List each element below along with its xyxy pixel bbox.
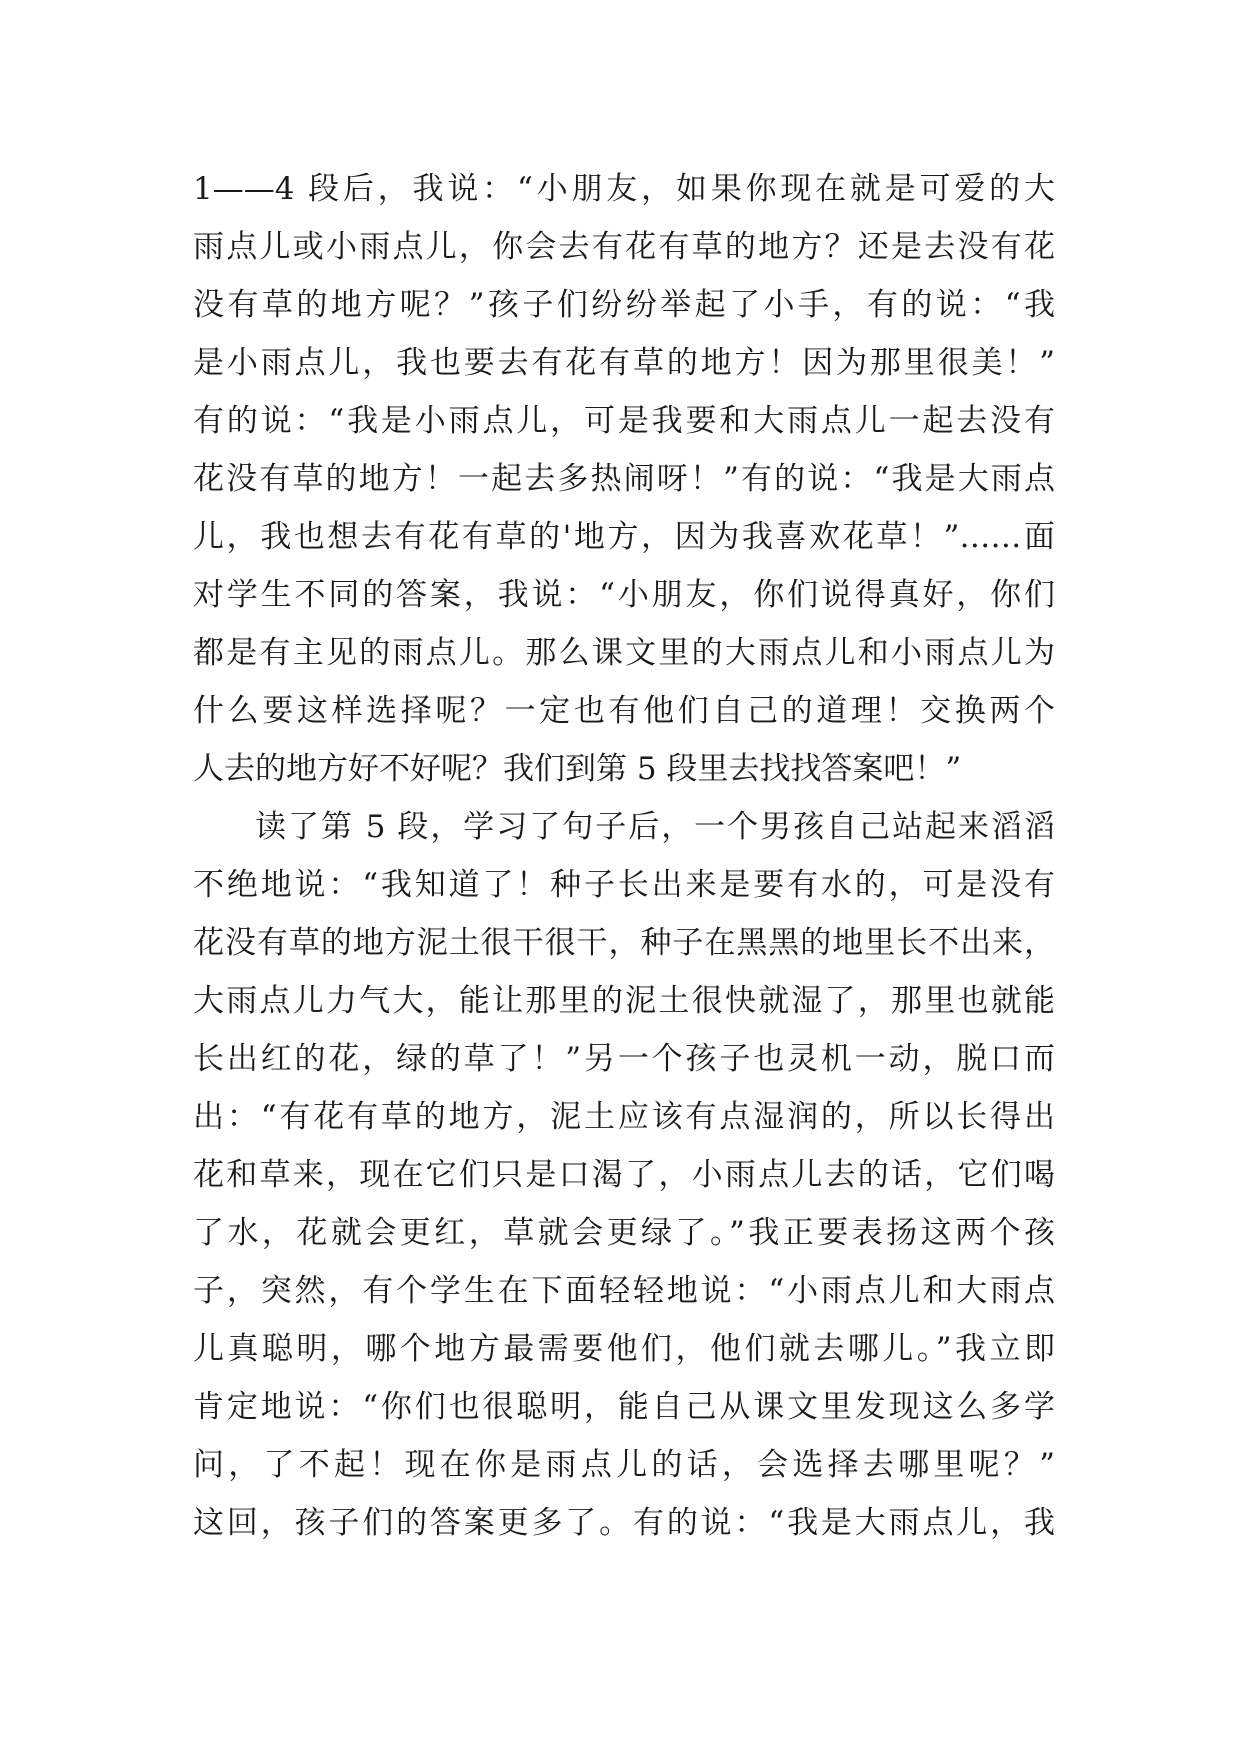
- text-line-2: 雨点儿或小雨点儿，你会去有花有草的地方？还是去没有花: [193, 229, 1055, 265]
- body-text: [193, 160, 1055, 1552]
- text-line-13: 不绝地说：“我知道了！种子长出来是要有水的，可是没有: [193, 867, 1055, 903]
- text-line-16: 长出红的花，绿的草了！”另一个孩子也灵机一动，脱口而: [193, 1041, 1055, 1077]
- text-line-3: 没有草的地方呢？”孩子们纷纷举起了小手，有的说：“我: [193, 287, 1055, 323]
- text-line-24: 这回，孩子们的答案更多了。有的说：“我是大雨点儿，我: [193, 1505, 1055, 1541]
- text-line-11: 人去的地方好不好呢？我们到第 5 段里去找找答案吧！”: [193, 751, 962, 787]
- text-line-4: 是小雨点儿，我也要去有花有草的地方！因为那里很美！”: [193, 345, 1055, 381]
- text-line-6: 花没有草的地方！一起去多热闹呀！”有的说：“我是大雨点: [193, 461, 1055, 497]
- text-line-19: 了水，花就会更红，草就会更绿了。”我正要表扬这两个孩: [193, 1215, 1055, 1251]
- text-line-8: 对学生不同的答案，我说：“小朋友，你们说得真好，你们: [193, 577, 1055, 613]
- text-line-22: 肯定地说：“你们也很聪明，能自己从课文里发现这么多学: [193, 1389, 1055, 1425]
- text-line-14: 花没有草的地方泥土很干很干，种子在黑黑的地里长不出来，: [193, 925, 1055, 961]
- text-line-21: 儿真聪明，哪个地方最需要他们，他们就去哪儿。”我立即: [193, 1331, 1055, 1367]
- text-line-15: 大雨点儿力气大，能让那里的泥土很快就湿了，那里也就能: [193, 983, 1055, 1019]
- text-line-5: 有的说：“我是小雨点儿，可是我要和大雨点儿一起去没有: [193, 403, 1055, 439]
- text-line-17: 出：“有花有草的地方，泥土应该有点湿润的，所以长得出: [193, 1099, 1055, 1135]
- text-line-7: 儿，我也想去有花有草的'地方，因为我喜欢花草！”……面: [193, 519, 1055, 555]
- text-line-1: 1——4 段后，我说：“小朋友，如果你现在就是可爱的大: [193, 171, 1055, 207]
- text-line-12: 读了第 5 段，学习了句子后，一个男孩自己站起来滔滔: [255, 809, 1055, 845]
- text-line-23: 问，了不起！现在你是雨点儿的话，会选择去哪里呢？”: [193, 1447, 1055, 1483]
- text-line-9: 都是有主见的雨点儿。那么课文里的大雨点儿和小雨点儿为: [193, 635, 1055, 671]
- text-line-10: 什么要这样选择呢？一定也有他们自己的道理！交换两个: [193, 693, 1055, 729]
- text-line-20: 子，突然，有个学生在下面轻轻地说：“小雨点儿和大雨点: [193, 1273, 1055, 1309]
- text-line-18: 花和草来，现在它们只是口渴了，小雨点儿去的话，它们喝: [193, 1157, 1055, 1193]
